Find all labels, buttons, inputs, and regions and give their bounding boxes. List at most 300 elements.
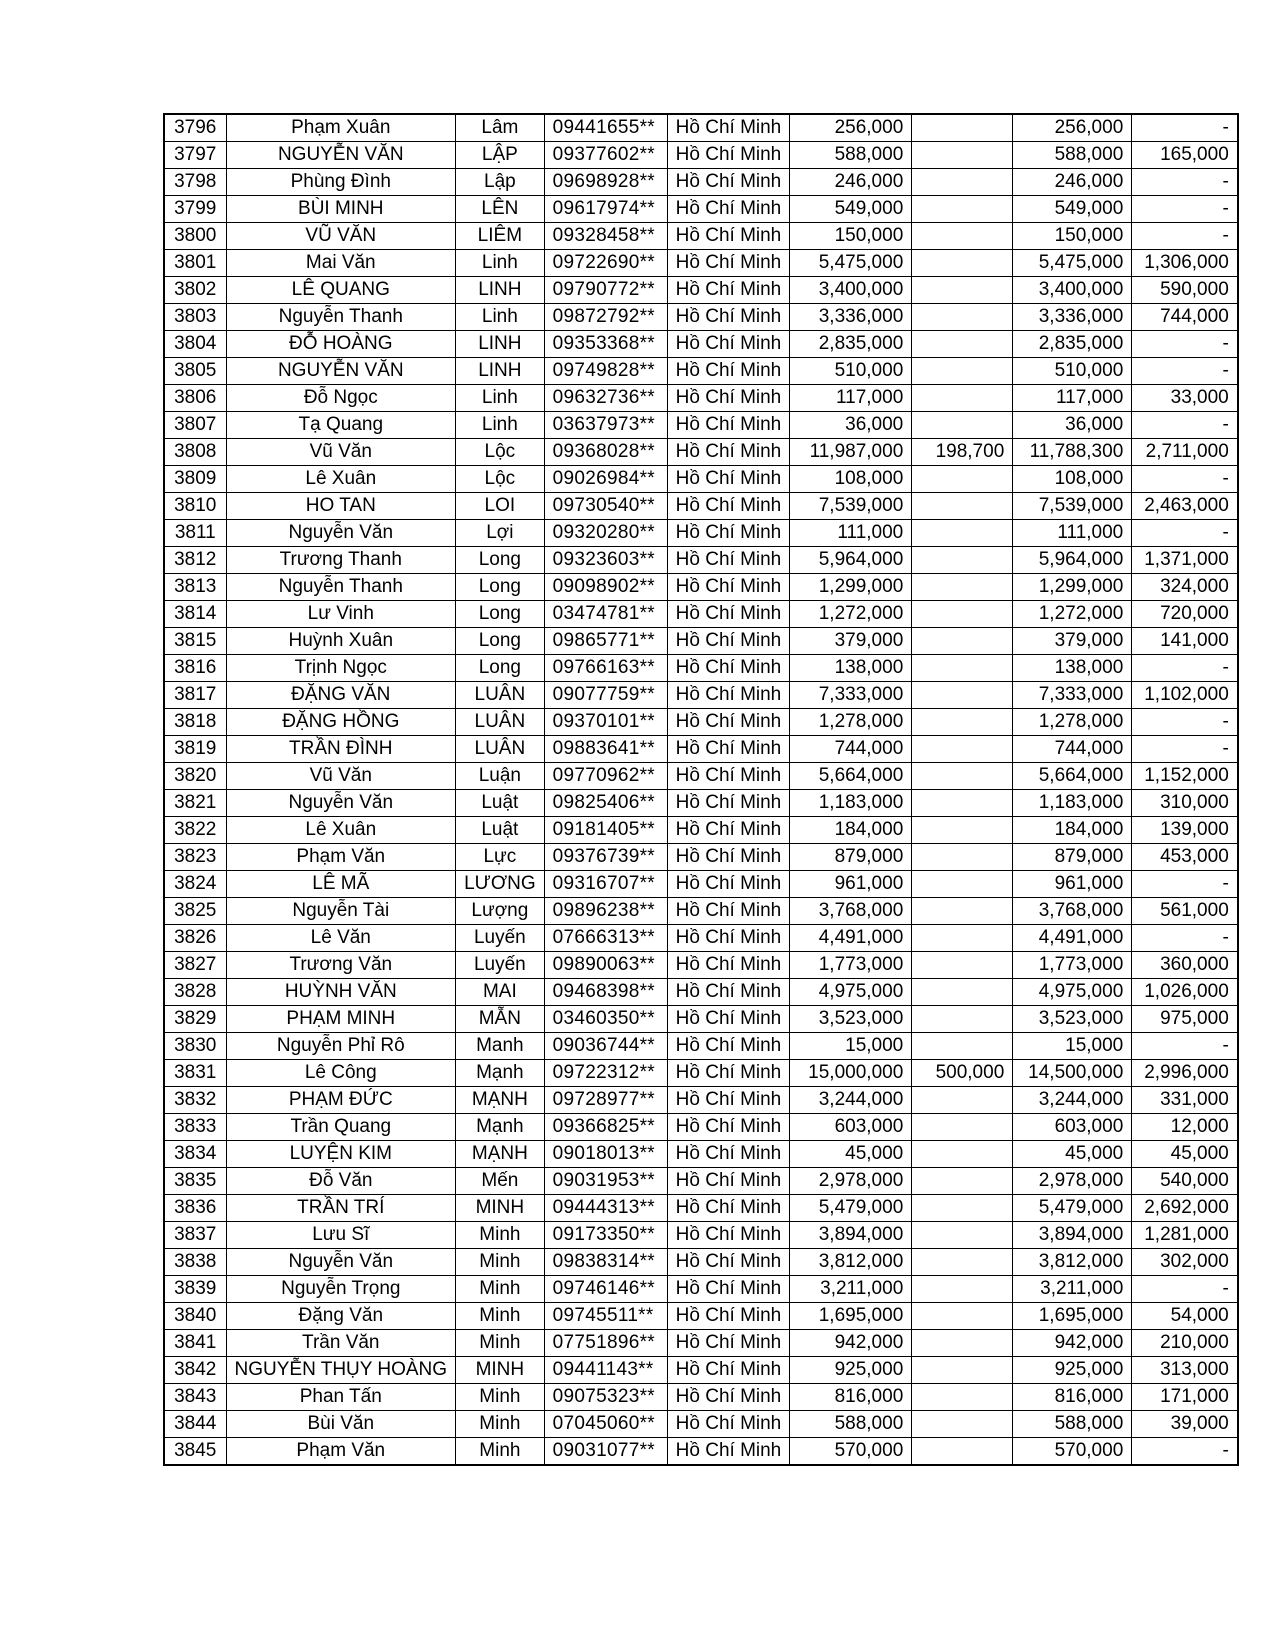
phone-cell: 09181405** bbox=[544, 817, 667, 844]
given-name-cell: Minh bbox=[456, 1303, 545, 1330]
deduction-cell bbox=[912, 1087, 1013, 1114]
amount-cell: 3,523,000 bbox=[790, 1006, 912, 1033]
amount-cell: 138,000 bbox=[790, 655, 912, 682]
row-number: 3827 bbox=[164, 952, 226, 979]
row-number: 3807 bbox=[164, 412, 226, 439]
row-number: 3809 bbox=[164, 466, 226, 493]
deduction-cell bbox=[912, 385, 1013, 412]
deduction-cell bbox=[912, 331, 1013, 358]
last-amount-cell: - bbox=[1132, 169, 1238, 196]
last-amount-cell: 2,996,000 bbox=[1132, 1060, 1238, 1087]
phone-cell: 09026984** bbox=[544, 466, 667, 493]
last-amount-cell: - bbox=[1132, 1438, 1238, 1466]
last-amount-cell: - bbox=[1132, 1033, 1238, 1060]
deduction-cell bbox=[912, 520, 1013, 547]
net-amount-cell: 3,211,000 bbox=[1013, 1276, 1132, 1303]
surname-cell: Trần Văn bbox=[226, 1330, 456, 1357]
surname-cell: ĐẶNG HỒNG bbox=[226, 709, 456, 736]
deduction-cell bbox=[912, 817, 1013, 844]
deduction-cell: 500,000 bbox=[912, 1060, 1013, 1087]
net-amount-cell: 4,975,000 bbox=[1013, 979, 1132, 1006]
table-row bbox=[164, 169, 1238, 196]
surname-cell: ĐẶNG VĂN bbox=[226, 682, 456, 709]
given-name-cell: Lộc bbox=[456, 466, 545, 493]
phone-cell: 09896238** bbox=[544, 898, 667, 925]
row-number: 3818 bbox=[164, 709, 226, 736]
row-number: 3813 bbox=[164, 574, 226, 601]
deduction-cell bbox=[912, 412, 1013, 439]
last-amount-cell: 39,000 bbox=[1132, 1411, 1238, 1438]
surname-cell: HO TAN bbox=[226, 493, 456, 520]
table-row bbox=[164, 1330, 1238, 1357]
table-row bbox=[164, 1114, 1238, 1141]
city-cell: Hồ Chí Minh bbox=[667, 439, 790, 466]
table-row bbox=[164, 250, 1238, 277]
phone-cell: 09377602** bbox=[544, 142, 667, 169]
table-row bbox=[164, 574, 1238, 601]
given-name-cell: Lâm bbox=[456, 114, 545, 142]
phone-cell: 09316707** bbox=[544, 871, 667, 898]
net-amount-cell: 3,812,000 bbox=[1013, 1249, 1132, 1276]
last-amount-cell: - bbox=[1132, 655, 1238, 682]
given-name-cell: LINH bbox=[456, 358, 545, 385]
given-name-cell: Minh bbox=[456, 1330, 545, 1357]
last-amount-cell: - bbox=[1132, 1276, 1238, 1303]
table-row bbox=[164, 466, 1238, 493]
amount-cell: 510,000 bbox=[790, 358, 912, 385]
deduction-cell bbox=[912, 682, 1013, 709]
row-number: 3836 bbox=[164, 1195, 226, 1222]
row-number: 3797 bbox=[164, 142, 226, 169]
deduction-cell bbox=[912, 1303, 1013, 1330]
city-cell: Hồ Chí Minh bbox=[667, 871, 790, 898]
phone-cell: 03460350** bbox=[544, 1006, 667, 1033]
phone-cell: 03637973** bbox=[544, 412, 667, 439]
city-cell: Hồ Chí Minh bbox=[667, 1357, 790, 1384]
last-amount-cell: 324,000 bbox=[1132, 574, 1238, 601]
last-amount-cell: 1,152,000 bbox=[1132, 763, 1238, 790]
city-cell: Hồ Chí Minh bbox=[667, 628, 790, 655]
city-cell: Hồ Chí Minh bbox=[667, 196, 790, 223]
last-amount-cell: 1,281,000 bbox=[1132, 1222, 1238, 1249]
table-row bbox=[164, 412, 1238, 439]
phone-cell: 09323603** bbox=[544, 547, 667, 574]
net-amount-cell: 7,539,000 bbox=[1013, 493, 1132, 520]
amount-cell: 5,964,000 bbox=[790, 547, 912, 574]
table-row bbox=[164, 1222, 1238, 1249]
surname-cell: Nguyễn Văn bbox=[226, 520, 456, 547]
deduction-cell bbox=[912, 898, 1013, 925]
last-amount-cell: 141,000 bbox=[1132, 628, 1238, 655]
given-name-cell: Lượng bbox=[456, 898, 545, 925]
table-row bbox=[164, 1141, 1238, 1168]
phone-cell: 09031953** bbox=[544, 1168, 667, 1195]
net-amount-cell: 1,695,000 bbox=[1013, 1303, 1132, 1330]
row-number: 3806 bbox=[164, 385, 226, 412]
deduction-cell bbox=[912, 628, 1013, 655]
last-amount-cell: 720,000 bbox=[1132, 601, 1238, 628]
net-amount-cell: 961,000 bbox=[1013, 871, 1132, 898]
row-number: 3837 bbox=[164, 1222, 226, 1249]
phone-cell: 09770962** bbox=[544, 763, 667, 790]
table-row bbox=[164, 547, 1238, 574]
last-amount-cell: - bbox=[1132, 358, 1238, 385]
phone-cell: 09098902** bbox=[544, 574, 667, 601]
deduction-cell bbox=[912, 358, 1013, 385]
phone-cell: 09838314** bbox=[544, 1249, 667, 1276]
city-cell: Hồ Chí Minh bbox=[667, 1330, 790, 1357]
phone-cell: 09722312** bbox=[544, 1060, 667, 1087]
last-amount-cell: 12,000 bbox=[1132, 1114, 1238, 1141]
table-row bbox=[164, 817, 1238, 844]
amount-cell: 117,000 bbox=[790, 385, 912, 412]
surname-cell: Lê Công bbox=[226, 1060, 456, 1087]
given-name-cell: MINH bbox=[456, 1357, 545, 1384]
table-row bbox=[164, 682, 1238, 709]
last-amount-cell: 313,000 bbox=[1132, 1357, 1238, 1384]
row-number: 3798 bbox=[164, 169, 226, 196]
row-number: 3824 bbox=[164, 871, 226, 898]
table-row bbox=[164, 439, 1238, 466]
last-amount-cell: - bbox=[1132, 736, 1238, 763]
last-amount-cell: 2,463,000 bbox=[1132, 493, 1238, 520]
given-name-cell: Long bbox=[456, 601, 545, 628]
amount-cell: 3,211,000 bbox=[790, 1276, 912, 1303]
amount-cell: 256,000 bbox=[790, 114, 912, 142]
phone-cell: 09370101** bbox=[544, 709, 667, 736]
given-name-cell: Minh bbox=[456, 1222, 545, 1249]
given-name-cell: LOI bbox=[456, 493, 545, 520]
table-row bbox=[164, 628, 1238, 655]
surname-cell: Lê Xuân bbox=[226, 817, 456, 844]
phone-cell: 09036744** bbox=[544, 1033, 667, 1060]
net-amount-cell: 184,000 bbox=[1013, 817, 1132, 844]
city-cell: Hồ Chí Minh bbox=[667, 1411, 790, 1438]
last-amount-cell: 1,306,000 bbox=[1132, 250, 1238, 277]
given-name-cell: Long bbox=[456, 655, 545, 682]
table-row bbox=[164, 1357, 1238, 1384]
city-cell: Hồ Chí Minh bbox=[667, 1060, 790, 1087]
amount-cell: 3,336,000 bbox=[790, 304, 912, 331]
table-row bbox=[164, 331, 1238, 358]
row-number: 3821 bbox=[164, 790, 226, 817]
amount-cell: 379,000 bbox=[790, 628, 912, 655]
deduction-cell bbox=[912, 871, 1013, 898]
phone-cell: 09075323** bbox=[544, 1384, 667, 1411]
given-name-cell: MẠNH bbox=[456, 1141, 545, 1168]
phone-cell: 09441143** bbox=[544, 1357, 667, 1384]
net-amount-cell: 1,278,000 bbox=[1013, 709, 1132, 736]
last-amount-cell: - bbox=[1132, 709, 1238, 736]
net-amount-cell: 1,299,000 bbox=[1013, 574, 1132, 601]
given-name-cell: MẠNH bbox=[456, 1087, 545, 1114]
phone-cell: 09883641** bbox=[544, 736, 667, 763]
city-cell: Hồ Chí Minh bbox=[667, 601, 790, 628]
row-number: 3820 bbox=[164, 763, 226, 790]
phone-cell: 09353368** bbox=[544, 331, 667, 358]
amount-cell: 588,000 bbox=[790, 142, 912, 169]
deduction-cell bbox=[912, 844, 1013, 871]
net-amount-cell: 11,788,300 bbox=[1013, 439, 1132, 466]
surname-cell: PHẠM ĐỨC bbox=[226, 1087, 456, 1114]
deduction-cell bbox=[912, 925, 1013, 952]
surname-cell: LUYỆN KIM bbox=[226, 1141, 456, 1168]
amount-cell: 961,000 bbox=[790, 871, 912, 898]
city-cell: Hồ Chí Minh bbox=[667, 898, 790, 925]
last-amount-cell: - bbox=[1132, 331, 1238, 358]
given-name-cell: Minh bbox=[456, 1411, 545, 1438]
given-name-cell: Minh bbox=[456, 1384, 545, 1411]
phone-cell: 07666313** bbox=[544, 925, 667, 952]
surname-cell: Nguyễn Tài bbox=[226, 898, 456, 925]
city-cell: Hồ Chí Minh bbox=[667, 1222, 790, 1249]
amount-cell: 816,000 bbox=[790, 1384, 912, 1411]
row-number: 3833 bbox=[164, 1114, 226, 1141]
table-row bbox=[164, 979, 1238, 1006]
surname-cell: Phùng Đình bbox=[226, 169, 456, 196]
last-amount-cell: 139,000 bbox=[1132, 817, 1238, 844]
surname-cell: Phạm Văn bbox=[226, 844, 456, 871]
given-name-cell: Luận bbox=[456, 763, 545, 790]
net-amount-cell: 5,664,000 bbox=[1013, 763, 1132, 790]
net-amount-cell: 4,491,000 bbox=[1013, 925, 1132, 952]
city-cell: Hồ Chí Minh bbox=[667, 682, 790, 709]
last-amount-cell: 2,711,000 bbox=[1132, 439, 1238, 466]
table-row bbox=[164, 1195, 1238, 1222]
last-amount-cell: 975,000 bbox=[1132, 1006, 1238, 1033]
given-name-cell: LINH bbox=[456, 277, 545, 304]
net-amount-cell: 111,000 bbox=[1013, 520, 1132, 547]
deduction-cell bbox=[912, 655, 1013, 682]
surname-cell: Nguyễn Văn bbox=[226, 1249, 456, 1276]
deduction-cell bbox=[912, 169, 1013, 196]
city-cell: Hồ Chí Minh bbox=[667, 412, 790, 439]
table-row bbox=[164, 655, 1238, 682]
last-amount-cell: - bbox=[1132, 871, 1238, 898]
table-row bbox=[164, 520, 1238, 547]
given-name-cell: Luật bbox=[456, 790, 545, 817]
table-row bbox=[164, 385, 1238, 412]
net-amount-cell: 15,000 bbox=[1013, 1033, 1132, 1060]
last-amount-cell: 1,102,000 bbox=[1132, 682, 1238, 709]
deduction-cell bbox=[912, 790, 1013, 817]
city-cell: Hồ Chí Minh bbox=[667, 1141, 790, 1168]
given-name-cell: Lập bbox=[456, 169, 545, 196]
net-amount-cell: 3,244,000 bbox=[1013, 1087, 1132, 1114]
net-amount-cell: 3,523,000 bbox=[1013, 1006, 1132, 1033]
last-amount-cell: 540,000 bbox=[1132, 1168, 1238, 1195]
given-name-cell: LƯƠNG bbox=[456, 871, 545, 898]
last-amount-cell: 1,371,000 bbox=[1132, 547, 1238, 574]
phone-cell: 09746146** bbox=[544, 1276, 667, 1303]
net-amount-cell: 588,000 bbox=[1013, 1411, 1132, 1438]
deduction-cell bbox=[912, 142, 1013, 169]
phone-cell: 09077759** bbox=[544, 682, 667, 709]
given-name-cell: LÊN bbox=[456, 196, 545, 223]
row-number: 3804 bbox=[164, 331, 226, 358]
table-row bbox=[164, 952, 1238, 979]
deduction-cell bbox=[912, 1357, 1013, 1384]
table-row bbox=[164, 736, 1238, 763]
surname-cell: Trương Văn bbox=[226, 952, 456, 979]
deduction-cell bbox=[912, 1114, 1013, 1141]
surname-cell: Mai Văn bbox=[226, 250, 456, 277]
net-amount-cell: 138,000 bbox=[1013, 655, 1132, 682]
city-cell: Hồ Chí Minh bbox=[667, 817, 790, 844]
city-cell: Hồ Chí Minh bbox=[667, 1384, 790, 1411]
city-cell: Hồ Chí Minh bbox=[667, 358, 790, 385]
table-row bbox=[164, 1033, 1238, 1060]
surname-cell: Lê Xuân bbox=[226, 466, 456, 493]
city-cell: Hồ Chí Minh bbox=[667, 547, 790, 574]
surname-cell: NGUYỄN THỤY HOÀNG bbox=[226, 1357, 456, 1384]
surname-cell: VŨ VĂN bbox=[226, 223, 456, 250]
phone-cell: 09444313** bbox=[544, 1195, 667, 1222]
surname-cell: Đặng Văn bbox=[226, 1303, 456, 1330]
row-number: 3841 bbox=[164, 1330, 226, 1357]
deduction-cell bbox=[912, 979, 1013, 1006]
deduction-cell bbox=[912, 1141, 1013, 1168]
deduction-cell bbox=[912, 1249, 1013, 1276]
surname-cell: NGUYỄN VĂN bbox=[226, 142, 456, 169]
deduction-cell bbox=[912, 1384, 1013, 1411]
row-number: 3831 bbox=[164, 1060, 226, 1087]
last-amount-cell: 45,000 bbox=[1132, 1141, 1238, 1168]
deduction-cell bbox=[912, 952, 1013, 979]
table-row bbox=[164, 871, 1238, 898]
amount-cell: 2,978,000 bbox=[790, 1168, 912, 1195]
phone-cell: 09632736** bbox=[544, 385, 667, 412]
table-row bbox=[164, 1060, 1238, 1087]
given-name-cell: Mạnh bbox=[456, 1114, 545, 1141]
city-cell: Hồ Chí Minh bbox=[667, 304, 790, 331]
table-row bbox=[164, 1249, 1238, 1276]
phone-cell: 09825406** bbox=[544, 790, 667, 817]
phone-cell: 03474781** bbox=[544, 601, 667, 628]
city-cell: Hồ Chí Minh bbox=[667, 763, 790, 790]
given-name-cell: Mạnh bbox=[456, 1060, 545, 1087]
net-amount-cell: 1,183,000 bbox=[1013, 790, 1132, 817]
last-amount-cell: 561,000 bbox=[1132, 898, 1238, 925]
table-row bbox=[164, 196, 1238, 223]
deduction-cell bbox=[912, 304, 1013, 331]
deduction-cell bbox=[912, 1168, 1013, 1195]
given-name-cell: LUÂN bbox=[456, 709, 545, 736]
phone-cell: 09173350** bbox=[544, 1222, 667, 1249]
given-name-cell: Linh bbox=[456, 412, 545, 439]
phone-cell: 09790772** bbox=[544, 277, 667, 304]
net-amount-cell: 1,272,000 bbox=[1013, 601, 1132, 628]
amount-cell: 3,768,000 bbox=[790, 898, 912, 925]
given-name-cell: Long bbox=[456, 547, 545, 574]
phone-cell: 09376739** bbox=[544, 844, 667, 871]
city-cell: Hồ Chí Minh bbox=[667, 493, 790, 520]
phone-cell: 09441655** bbox=[544, 114, 667, 142]
surname-cell: Lư Vinh bbox=[226, 601, 456, 628]
net-amount-cell: 588,000 bbox=[1013, 142, 1132, 169]
table-row bbox=[164, 763, 1238, 790]
net-amount-cell: 816,000 bbox=[1013, 1384, 1132, 1411]
city-cell: Hồ Chí Minh bbox=[667, 1303, 790, 1330]
phone-cell: 07045060** bbox=[544, 1411, 667, 1438]
row-number: 3814 bbox=[164, 601, 226, 628]
given-name-cell: Lợi bbox=[456, 520, 545, 547]
surname-cell: Bùi Văn bbox=[226, 1411, 456, 1438]
table-row bbox=[164, 1303, 1238, 1330]
city-cell: Hồ Chí Minh bbox=[667, 114, 790, 142]
amount-cell: 7,333,000 bbox=[790, 682, 912, 709]
phone-cell: 09766163** bbox=[544, 655, 667, 682]
city-cell: Hồ Chí Minh bbox=[667, 709, 790, 736]
city-cell: Hồ Chí Minh bbox=[667, 790, 790, 817]
city-cell: Hồ Chí Minh bbox=[667, 1006, 790, 1033]
given-name-cell: MẪN bbox=[456, 1006, 545, 1033]
surname-cell: Lê Văn bbox=[226, 925, 456, 952]
last-amount-cell: - bbox=[1132, 466, 1238, 493]
row-number: 3819 bbox=[164, 736, 226, 763]
amount-cell: 744,000 bbox=[790, 736, 912, 763]
surname-cell: Tạ Quang bbox=[226, 412, 456, 439]
deduction-cell bbox=[912, 709, 1013, 736]
table-body bbox=[164, 114, 1238, 1465]
given-name-cell: Long bbox=[456, 628, 545, 655]
given-name-cell: Manh bbox=[456, 1033, 545, 1060]
surname-cell: Phan Tấn bbox=[226, 1384, 456, 1411]
surname-cell: LÊ QUANG bbox=[226, 277, 456, 304]
row-number: 3829 bbox=[164, 1006, 226, 1033]
row-number: 3816 bbox=[164, 655, 226, 682]
last-amount-cell: - bbox=[1132, 925, 1238, 952]
given-name-cell: Linh bbox=[456, 385, 545, 412]
given-name-cell: Minh bbox=[456, 1249, 545, 1276]
amount-cell: 4,491,000 bbox=[790, 925, 912, 952]
city-cell: Hồ Chí Minh bbox=[667, 952, 790, 979]
table-row bbox=[164, 114, 1238, 142]
amount-cell: 111,000 bbox=[790, 520, 912, 547]
phone-cell: 09722690** bbox=[544, 250, 667, 277]
given-name-cell: Luật bbox=[456, 817, 545, 844]
last-amount-cell: 590,000 bbox=[1132, 277, 1238, 304]
table-row bbox=[164, 277, 1238, 304]
amount-cell: 184,000 bbox=[790, 817, 912, 844]
row-number: 3802 bbox=[164, 277, 226, 304]
surname-cell: PHẠM MINH bbox=[226, 1006, 456, 1033]
city-cell: Hồ Chí Minh bbox=[667, 574, 790, 601]
city-cell: Hồ Chí Minh bbox=[667, 655, 790, 682]
amount-cell: 603,000 bbox=[790, 1114, 912, 1141]
amount-cell: 3,894,000 bbox=[790, 1222, 912, 1249]
surname-cell: Phạm Văn bbox=[226, 1438, 456, 1466]
net-amount-cell: 45,000 bbox=[1013, 1141, 1132, 1168]
row-number: 3823 bbox=[164, 844, 226, 871]
given-name-cell: Lộc bbox=[456, 439, 545, 466]
last-amount-cell: - bbox=[1132, 196, 1238, 223]
last-amount-cell: 744,000 bbox=[1132, 304, 1238, 331]
net-amount-cell: 246,000 bbox=[1013, 169, 1132, 196]
given-name-cell: MAI bbox=[456, 979, 545, 1006]
amount-cell: 5,479,000 bbox=[790, 1195, 912, 1222]
amount-cell: 1,183,000 bbox=[790, 790, 912, 817]
deduction-cell bbox=[912, 196, 1013, 223]
city-cell: Hồ Chí Minh bbox=[667, 385, 790, 412]
net-amount-cell: 3,894,000 bbox=[1013, 1222, 1132, 1249]
city-cell: Hồ Chí Minh bbox=[667, 1195, 790, 1222]
row-number: 3843 bbox=[164, 1384, 226, 1411]
net-amount-cell: 108,000 bbox=[1013, 466, 1132, 493]
surname-cell: LÊ MÃ bbox=[226, 871, 456, 898]
phone-cell: 09730540** bbox=[544, 493, 667, 520]
amount-cell: 1,773,000 bbox=[790, 952, 912, 979]
